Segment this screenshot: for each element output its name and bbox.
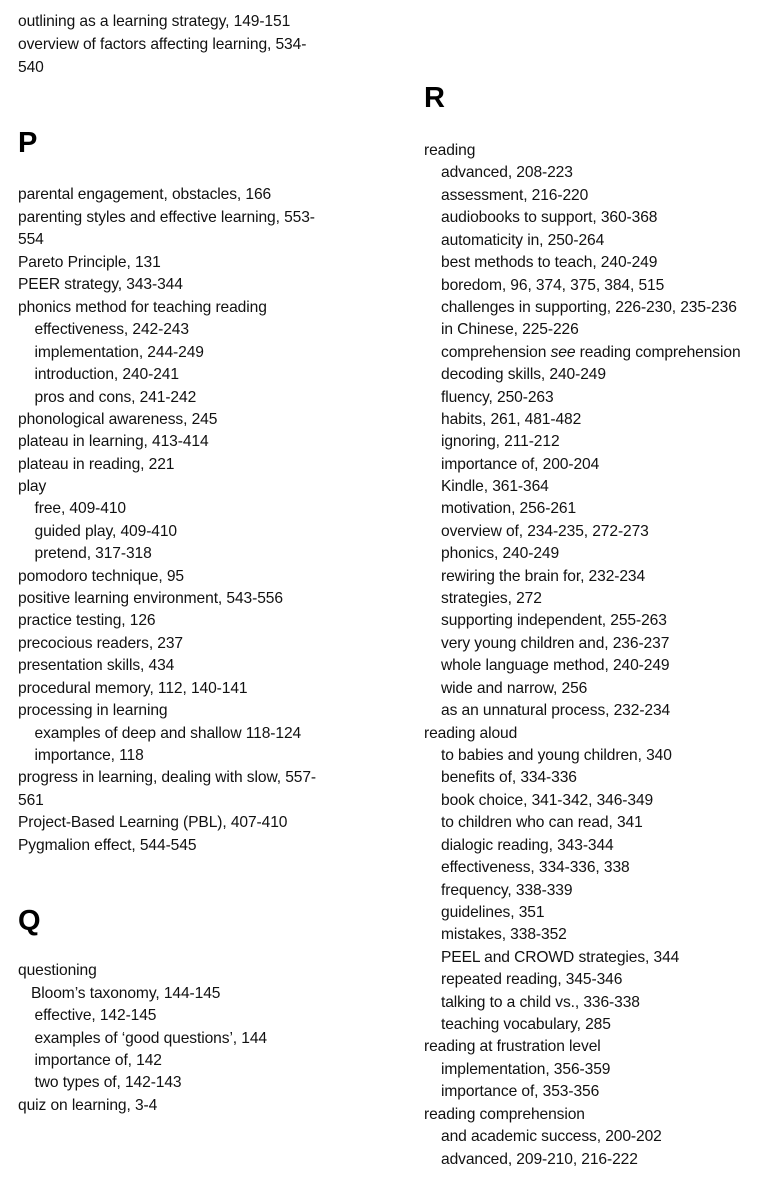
index-subentry: automaticity in, 250-264 (441, 232, 605, 249)
index-subentry: challenges in supporting, 226-230, 235-236 (441, 299, 737, 316)
index-entry: reading at frustration level (424, 1038, 601, 1055)
index-subentry: frequency, 338-339 (441, 882, 573, 899)
index-subentry: benefits of, 334-336 (441, 769, 577, 786)
index-entry: plateau in learning, 413-414 (18, 433, 209, 450)
index-subentry: examples of deep and shallow 118-124 (34, 725, 302, 742)
index-entry-continuation: 561 (18, 792, 44, 809)
index-subentry: repeated reading, 345-346 (441, 971, 623, 988)
index-entry: processing in learning (18, 702, 168, 719)
index-entry-continuation: 554 (18, 231, 44, 248)
index-subentry: to children who can read, 341 (441, 814, 643, 831)
index-subentry: whole language method, 240-249 (441, 657, 670, 674)
index-subentry: effectiveness, 334-336, 338 (441, 859, 630, 876)
index-entry: parenting styles and effective learning, 553- (18, 209, 315, 226)
index-subentry: free, 409-410 (34, 500, 126, 517)
index-entry: progress in learning, dealing with slow, 557- (18, 769, 317, 786)
index-subentry: PEEL and CROWD strategies, 344 (441, 949, 680, 966)
index-subentry: overview of, 234-235, 272-273 (441, 523, 649, 540)
index-subentry: fluency, 250-263 (441, 389, 554, 406)
index-subentry: assessment, 216-220 (441, 187, 589, 204)
index-entry: presentation skills, 434 (18, 657, 175, 674)
index-subentry: teaching vocabulary, 285 (441, 1016, 611, 1033)
index-subentry: rewiring the brain for, 232-234 (441, 568, 646, 585)
index-subentry: Kindle, 361-364 (441, 478, 549, 495)
index-entry: Pygmalion effect, 544-545 (18, 837, 197, 854)
index-entry: parental engagement, obstacles, 166 (18, 186, 272, 203)
index-subentry: phonics, 240-249 (441, 545, 560, 562)
index-entry: positive learning environment, 543-556 (18, 590, 283, 607)
section-heading-r: R (424, 82, 445, 114)
see-reference: see (550, 344, 576, 361)
index-subentry: as an unnatural process, 232-234 (441, 702, 671, 719)
index-entry: phonological awareness, 245 (18, 411, 218, 428)
index-subentry: implementation, 356-359 (441, 1061, 611, 1078)
index-entry: reading (424, 142, 476, 159)
index-subentry: ignoring, 211-212 (441, 433, 560, 450)
reference-target[interactable]: reading comprehension (575, 344, 741, 361)
index-subentry: importance of, 200-204 (441, 456, 600, 473)
index-subentry: and academic success, 200-202 (441, 1128, 662, 1145)
index-subentry: effective, 142-145 (34, 1007, 157, 1024)
index-subentry: in Chinese, 225-226 (441, 321, 579, 338)
index-subentry: best methods to teach, 240-249 (441, 254, 658, 271)
index-subentry: guided play, 409-410 (34, 523, 178, 540)
index-subentry: habits, 261, 481-482 (441, 411, 582, 428)
index-entry-continuation: 540 (18, 59, 44, 76)
index-subentry: to babies and young children, 340 (441, 747, 672, 764)
index-subentry: two types of, 142-143 (34, 1074, 182, 1091)
index-subentry: pretend, 317-318 (34, 545, 152, 562)
index-entry: questioning (18, 962, 97, 979)
index-entry: quiz on learning, 3-4 (18, 1097, 158, 1114)
index-subentry: importance of, 353-356 (441, 1083, 600, 1100)
index-subentry: book choice, 341-342, 346-349 (441, 792, 654, 809)
index-entry: plateau in reading, 221 (18, 456, 175, 473)
index-entry: phonics method for teaching reading (18, 299, 267, 316)
index-subentry: pros and cons, 241-242 (34, 389, 197, 406)
index-subentry: supporting independent, 255-263 (441, 612, 667, 629)
section-heading-q: Q (18, 905, 41, 937)
index-subentry: effectiveness, 242-243 (34, 321, 189, 338)
index-subentry: wide and narrow, 256 (441, 680, 588, 697)
index-subentry: implementation, 244-249 (34, 344, 204, 361)
index-subentry: importance, 118 (34, 747, 144, 764)
index-subentry: introduction, 240-241 (34, 366, 179, 383)
index-subentry: motivation, 256-261 (441, 500, 577, 517)
index-subentry-cross-reference (441, 342, 741, 365)
index-entry: procedural memory, 112, 140-141 (18, 680, 248, 697)
section-heading-p: P (18, 127, 38, 159)
index-entry: pomodoro technique, 95 (18, 568, 184, 585)
index-entry: outlining as a learning strategy, 149-151 (18, 13, 291, 30)
index-subentry: importance of, 142 (34, 1052, 162, 1069)
index-subentry: audiobooks to support, 360-368 (441, 209, 658, 226)
index-entry: practice testing, 126 (18, 612, 156, 629)
index-entry: Pareto Principle, 131 (18, 254, 161, 271)
index-entry: reading comprehension (424, 1106, 585, 1123)
index-subentry: very young children and, 236-237 (441, 635, 670, 652)
index-entry: precocious readers, 237 (18, 635, 183, 652)
index-entry: PEER strategy, 343-344 (18, 276, 183, 293)
index-entry: Project-Based Learning (PBL), 407-410 (18, 814, 288, 831)
index-subentry: dialogic reading, 343-344 (441, 837, 614, 854)
index-subentry: Bloom’s taxonomy, 144-145 (31, 985, 221, 1002)
index-subentry: strategies, 272 (441, 590, 542, 607)
index-entry: play (18, 478, 47, 495)
index-entry: overview of factors affecting learning, 534- (18, 36, 307, 53)
entry-term: comprehension (441, 344, 551, 361)
index-subentry: boredom, 96, 374, 375, 384, 515 (441, 277, 665, 294)
index-entry: reading aloud (424, 725, 518, 742)
index-subentry: advanced, 208-223 (441, 164, 573, 181)
index-subentry: guidelines, 351 (441, 904, 545, 921)
index-subentry: mistakes, 338-352 (441, 926, 567, 943)
index-subentry: examples of ‘good questions’, 144 (34, 1030, 267, 1047)
index-subentry: talking to a child vs., 336-338 (441, 994, 640, 1011)
index-subentry: advanced, 209-210, 216-222 (441, 1151, 638, 1168)
index-subentry: decoding skills, 240-249 (441, 366, 606, 383)
